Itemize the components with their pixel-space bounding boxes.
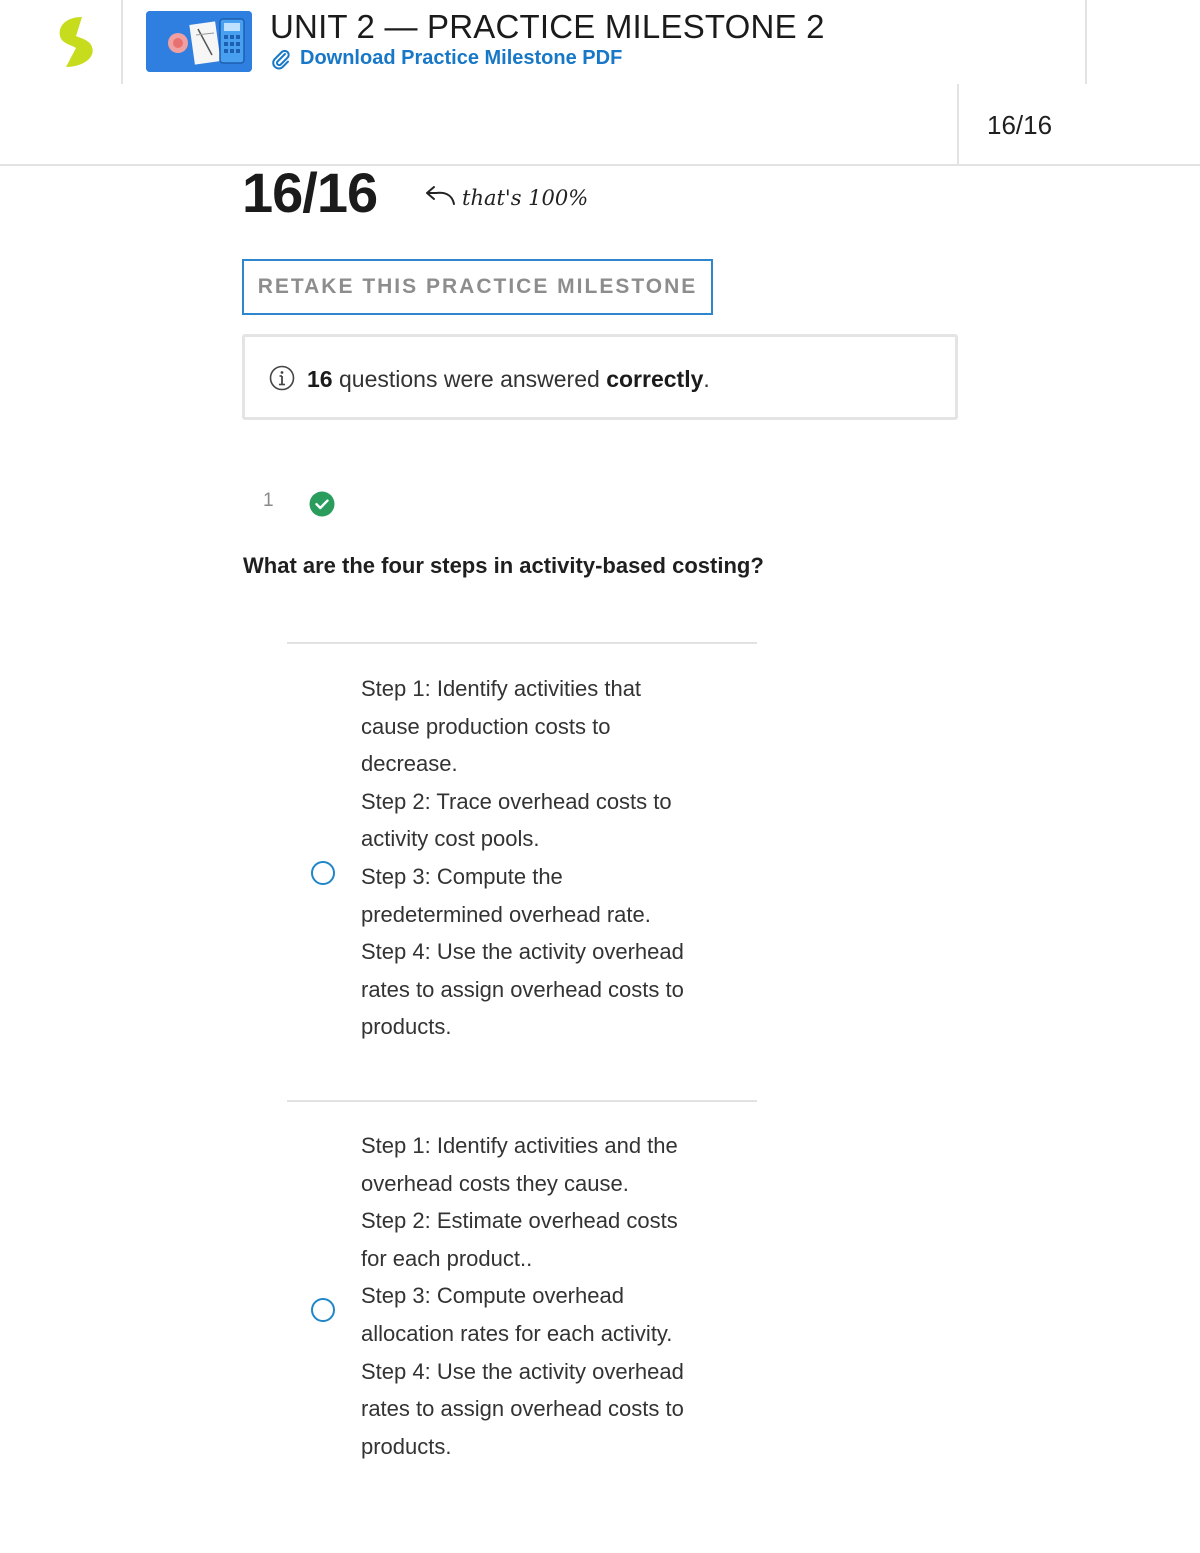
- option-line: products.: [361, 1433, 452, 1459]
- results-summary-text: [307, 366, 710, 393]
- option-line: overhead costs they cause.: [361, 1170, 629, 1196]
- answer-option[interactable]: [287, 670, 757, 1050]
- retake-button[interactable]: RETAKE THIS PRACTICE MILESTONE: [242, 259, 713, 315]
- option-radio[interactable]: [311, 861, 335, 885]
- header-divider: [957, 84, 959, 166]
- header-bottom-border: [0, 164, 1200, 166]
- summary-emphasis: correctly: [606, 366, 704, 392]
- option-line: Step 1: Identify activities that: [361, 676, 642, 701]
- unit-thumbnail: [146, 11, 252, 72]
- option-line: products.: [361, 1014, 452, 1040]
- question-number: 1: [263, 490, 274, 511]
- option-divider: [287, 642, 757, 644]
- option-line: predetermined overhead rate.: [361, 901, 651, 927]
- top-header: [0, 0, 1200, 166]
- page-title: UNIT 2 — PRACTICE MILESTONE 2: [270, 8, 825, 45]
- question-text: What are the four steps in activity-based costing?: [243, 553, 764, 578]
- option-line: rates to assign overhead costs to: [361, 1396, 684, 1422]
- score-note: [424, 184, 588, 212]
- results-summary-box: [242, 334, 958, 420]
- header-divider: [121, 0, 123, 84]
- option-line: for each product..: [361, 1245, 533, 1271]
- option-line: Step 4: Use the activity overhead: [361, 939, 684, 965]
- answer-option[interactable]: [287, 1127, 757, 1472]
- option-text: [361, 670, 741, 1046]
- summary-period: .: [703, 366, 710, 392]
- info-icon: [269, 365, 295, 391]
- option-line: Step 2: Estimate overhead costs: [361, 1208, 678, 1234]
- download-pdf-label: Download Practice Milestone PDF: [300, 47, 623, 69]
- header-divider: [1085, 0, 1087, 84]
- correct-count: 16: [307, 366, 333, 392]
- option-line: Step 4: Use the activity overhead: [361, 1358, 684, 1384]
- score-value: 16/16: [242, 161, 378, 224]
- option-line: rates to assign overhead costs to: [361, 976, 684, 1002]
- option-line: Step 1: Identify activities and the: [361, 1133, 678, 1158]
- curved-arrow-icon: [424, 184, 458, 212]
- paperclip-icon: [270, 48, 292, 70]
- option-line: decrease.: [361, 751, 458, 777]
- option-divider: [287, 1100, 757, 1102]
- option-line: activity cost pools.: [361, 826, 540, 852]
- option-line: allocation rates for each activity.: [361, 1320, 673, 1346]
- check-circle-icon: [309, 491, 335, 517]
- brand-logo-icon[interactable]: [52, 14, 100, 70]
- option-line: Step 2: Trace overhead costs to: [361, 788, 672, 814]
- download-pdf-link[interactable]: [270, 47, 622, 70]
- option-line: Step 3: Compute the: [361, 863, 563, 889]
- option-line: Step 3: Compute overhead: [361, 1283, 624, 1309]
- unit-illustration-icon: [146, 11, 252, 72]
- summary-text: questions were answered: [332, 366, 607, 392]
- score-note-text: that's 100%: [462, 186, 589, 210]
- option-radio[interactable]: [311, 1298, 335, 1322]
- option-line: cause production costs to: [361, 713, 611, 739]
- option-text: [361, 1127, 741, 1465]
- header-score: 16/16: [987, 110, 1053, 140]
